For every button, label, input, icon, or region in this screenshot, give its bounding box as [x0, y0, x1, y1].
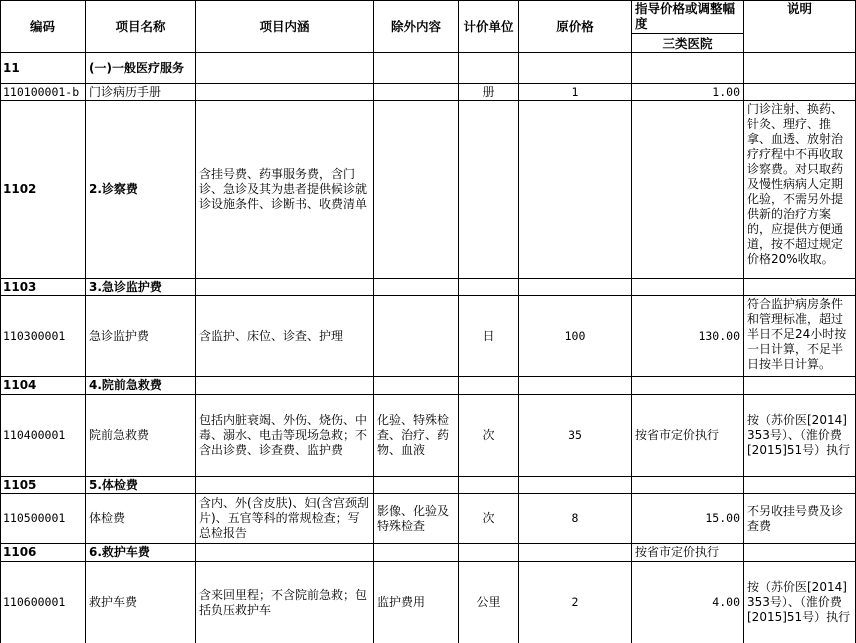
table-cell-excluded: 影像、化验及特殊检查 — [374, 494, 459, 544]
table-cell-content: 含内、外(含皮肤)、妇(含宫颈刮片)、五官等科的常规检查；写总检报告 — [196, 494, 374, 544]
table-cell-name: 4.院前急救费 — [86, 377, 196, 395]
table-cell-code: 110300001 — [0, 296, 86, 377]
table-cell-original: 35 — [519, 395, 632, 477]
header-original-price: 原价格 — [519, 0, 632, 53]
table-cell-original: 8 — [519, 494, 632, 544]
table-cell-excluded — [374, 279, 459, 296]
table-cell-original — [519, 279, 632, 296]
table-cell-unit — [459, 53, 519, 84]
table-cell-code: 110600001 — [0, 562, 86, 643]
table-cell-name: 救护车费 — [86, 562, 196, 643]
table-cell-remark: 按（苏价医[2014]353号）、（淮价费[2015]51号）执行 — [744, 562, 856, 643]
header-name: 项目名称 — [86, 0, 196, 53]
table-cell-content — [196, 84, 374, 101]
table-cell-unit: 公里 — [459, 562, 519, 643]
table-cell-excluded — [374, 296, 459, 377]
table-cell-unit: 次 — [459, 494, 519, 544]
table-cell-guide: 15.00 — [632, 494, 744, 544]
table-cell-content — [196, 544, 374, 562]
table-cell-code: 1105 — [0, 477, 86, 494]
header-hospital-class: 三类医院 — [632, 33, 744, 53]
table-cell-code: 1106 — [0, 544, 86, 562]
table-cell-remark — [744, 279, 856, 296]
table-cell-name: 门诊病历手册 — [86, 84, 196, 101]
table-cell-unit: 次 — [459, 395, 519, 477]
table-cell-code: 110100001-b — [0, 84, 86, 101]
table-cell-name: 体检费 — [86, 494, 196, 544]
table-cell-excluded — [374, 101, 459, 279]
table-cell-excluded: 监护费用 — [374, 562, 459, 643]
table-cell-name: 急诊监护费 — [86, 296, 196, 377]
table-cell-unit — [459, 544, 519, 562]
table-cell-code: 1104 — [0, 377, 86, 395]
table-cell-original — [519, 101, 632, 279]
table-cell-unit: 日 — [459, 296, 519, 377]
table-cell-remark — [744, 544, 856, 562]
table-cell-original — [519, 477, 632, 494]
table-cell-guide — [632, 377, 744, 395]
table-cell-guide — [632, 279, 744, 296]
header-content: 项目内涵 — [196, 0, 374, 53]
table-cell-guide — [632, 53, 744, 84]
table-cell-guide: 4.00 — [632, 562, 744, 643]
header-remark: 说明 — [744, 0, 856, 53]
table-cell-code: 1102 — [0, 101, 86, 279]
table-cell-unit — [459, 279, 519, 296]
table-cell-guide: 1.00 — [632, 84, 744, 101]
table-cell-content — [196, 53, 374, 84]
table-cell-code: 11 — [0, 53, 86, 84]
table-cell-guide — [632, 477, 744, 494]
table-cell-remark: 按（苏价医[2014]353号）、（淮价费[2015]51号）执行 — [744, 395, 856, 477]
table-cell-content — [196, 377, 374, 395]
table-cell-excluded — [374, 477, 459, 494]
table-cell-unit — [459, 477, 519, 494]
table-cell-original: 1 — [519, 84, 632, 101]
table-cell-excluded — [374, 544, 459, 562]
table-cell-guide: 按省市定价执行 — [632, 544, 744, 562]
table-cell-original — [519, 544, 632, 562]
table-cell-name: 6.救护车费 — [86, 544, 196, 562]
table-cell-original: 100 — [519, 296, 632, 377]
table-cell-remark — [744, 477, 856, 494]
table-cell-content: 包括内脏衰竭、外伤、烧伤、中毒、溺水、电击等现场急救；不含出诊费、诊查费、监护费 — [196, 395, 374, 477]
header-guide-price: 指导价格或调整幅度 — [632, 0, 744, 33]
table-cell-name: 3.急诊监护费 — [86, 279, 196, 296]
table-cell-remark: 符合监护病房条件和管理标准，超过半日不足24小时按一日计算，不足半日按半日计算。 — [744, 296, 856, 377]
table-cell-name: (一)一般医疗服务 — [86, 53, 196, 84]
table-cell-original — [519, 377, 632, 395]
table-cell-content — [196, 477, 374, 494]
table-cell-original — [519, 53, 632, 84]
table-cell-remark — [744, 53, 856, 84]
header-excluded: 除外内容 — [374, 0, 459, 53]
table-cell-guide: 按省市定价执行 — [632, 395, 744, 477]
table-cell-remark: 门诊注射、换药、针灸、理疗、推拿、血透、放射治疗疗程中不再收取诊察费。对只取药及慢性病病人定期化验，不需另外提供新的治疗方案的，应提供方便通道，按不超过规定价格20%收取。 — [744, 101, 856, 279]
table-cell-code: 110400001 — [0, 395, 86, 477]
table-cell-unit — [459, 377, 519, 395]
table-cell-remark — [744, 84, 856, 101]
table-cell-excluded — [374, 84, 459, 101]
table-cell-name: 5.体检费 — [86, 477, 196, 494]
table-cell-content: 含来回里程；不含院前急救；包括负压救护车 — [196, 562, 374, 643]
table-cell-code: 1103 — [0, 279, 86, 296]
table-cell-name: 2.诊察费 — [86, 101, 196, 279]
table-cell-code: 110500001 — [0, 494, 86, 544]
table-cell-content: 含挂号费、药事服务费，含门诊、急诊及其为患者提供候诊就诊设施条件、诊断书、收费清单 — [196, 101, 374, 279]
table-cell-content: 含监护、床位、诊查、护理 — [196, 296, 374, 377]
table-cell-unit — [459, 101, 519, 279]
header-unit: 计价单位 — [459, 0, 519, 53]
table-cell-guide — [632, 101, 744, 279]
table-cell-guide: 130.00 — [632, 296, 744, 377]
table-cell-remark — [744, 377, 856, 395]
table-cell-excluded: 化验、特殊检查、治疗、药物、血液 — [374, 395, 459, 477]
table-cell-original: 2 — [519, 562, 632, 643]
header-code: 编码 — [0, 0, 86, 53]
table-cell-excluded — [374, 53, 459, 84]
table-cell-excluded — [374, 377, 459, 395]
table-cell-name: 院前急救费 — [86, 395, 196, 477]
table-cell-remark: 不另收挂号费及诊查费 — [744, 494, 856, 544]
table-cell-content — [196, 279, 374, 296]
table-cell-unit: 册 — [459, 84, 519, 101]
